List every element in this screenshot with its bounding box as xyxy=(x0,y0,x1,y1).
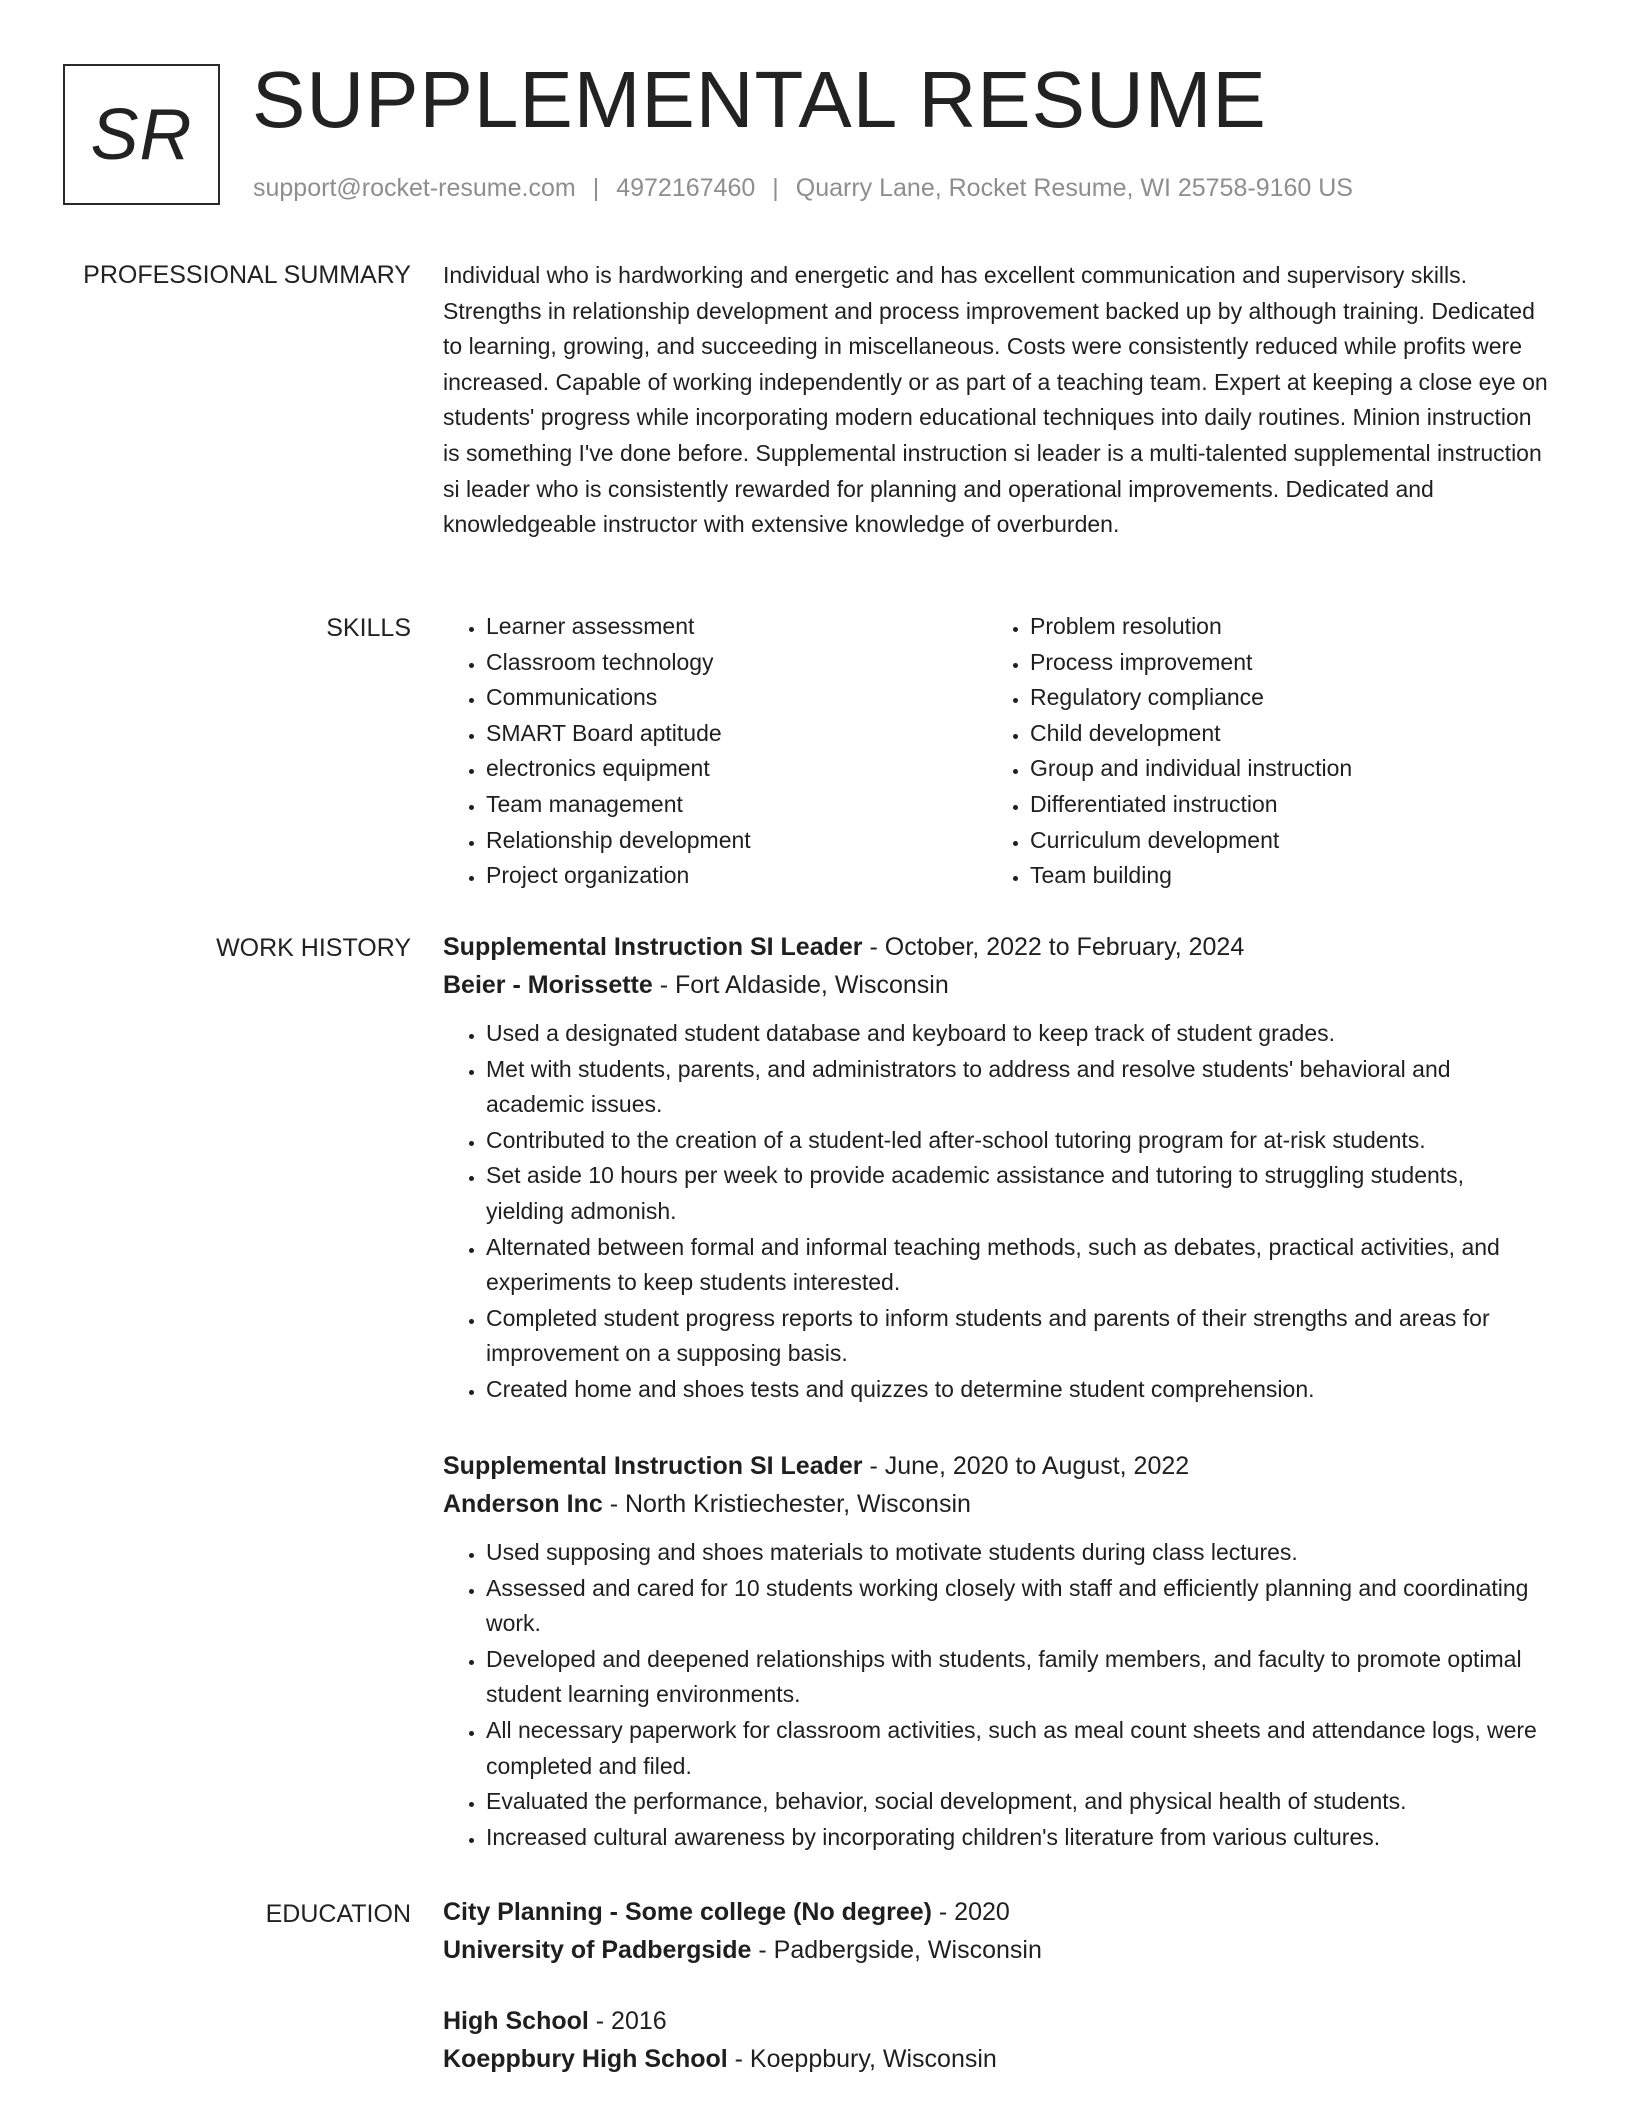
education-school: Koeppbury High School xyxy=(443,2045,728,2073)
education-degree-line xyxy=(443,1893,1548,1931)
monogram-box xyxy=(63,64,220,205)
job-location: - Fort Aldaside, Wisconsin xyxy=(652,971,949,999)
contact-email: support@rocket-resume.com xyxy=(253,174,576,202)
job-entry xyxy=(443,1447,1548,1855)
skills-list-right xyxy=(987,609,1507,894)
skill-item: • Regulatory compliance xyxy=(1030,680,1507,716)
summary-section xyxy=(443,258,1548,543)
job-title: Supplemental Instruction SI Leader xyxy=(443,933,863,961)
skills-section xyxy=(443,609,1548,894)
education-degree: High School xyxy=(443,2007,589,2035)
job-title-line xyxy=(443,928,1548,966)
job-bullet: • All necessary paperwork for classroom activities, such as meal count sheets and attendance logs, were completed and filed. xyxy=(486,1713,1548,1784)
skill-item: • Communications xyxy=(486,680,987,716)
job-location: - North Kristiechester, Wisconsin xyxy=(602,1490,971,1518)
skill-item: • Classroom technology xyxy=(486,645,987,681)
resume-title: SUPPLEMENTAL RESUME xyxy=(252,55,1267,144)
contact-phone: 4972167460 xyxy=(616,174,756,202)
education-year: - 2016 xyxy=(588,2007,667,2035)
job-company: Anderson Inc xyxy=(443,1490,603,1518)
education-school-line xyxy=(443,1931,1548,1969)
job-company: Beier - Morissette xyxy=(443,971,653,999)
job-bullet: • Met with students, parents, and administrators to address and resolve students' behavioral and academic issues. xyxy=(486,1052,1548,1123)
skill-item: • Team building xyxy=(1030,858,1507,894)
education-degree-line xyxy=(443,2002,1548,2040)
job-bullet: • Created home and shoes tests and quizzes to determine student comprehension. xyxy=(486,1372,1548,1408)
skill-item: • SMART Board aptitude xyxy=(486,716,987,752)
section-label-work-history: WORK HISTORY xyxy=(216,934,411,962)
job-bullet: • Completed student progress reports to inform students and parents of their strengths and areas for improvement on a supposing basis. xyxy=(486,1301,1548,1372)
job-company-line xyxy=(443,1485,1548,1523)
skill-item: • Learner assessment xyxy=(486,609,987,645)
job-entry xyxy=(443,928,1548,1408)
job-dates: - June, 2020 to August, 2022 xyxy=(862,1452,1190,1480)
skill-item: • Group and individual instruction xyxy=(1030,751,1507,787)
skills-grid xyxy=(443,609,1548,894)
skill-item: • Process improvement xyxy=(1030,645,1507,681)
education-entry xyxy=(443,1893,1548,1969)
job-bullet: • Alternated between formal and informal teaching methods, such as debates, practical activities, and experiments to keep students interested. xyxy=(486,1230,1548,1301)
education-entry xyxy=(443,2002,1548,2078)
job-bullet: • Evaluated the performance, behavior, social development, and physical health of students. xyxy=(486,1784,1548,1820)
education-degree: City Planning - Some college (No degree) xyxy=(443,1898,932,1926)
skill-item: • Differentiated instruction xyxy=(1030,787,1507,823)
section-label-summary: PROFESSIONAL SUMMARY xyxy=(83,261,411,289)
job-bullet: • Used a designated student database and keyboard to keep track of student grades. xyxy=(486,1016,1548,1052)
contact-line xyxy=(253,172,1353,205)
summary-text: Individual who is hardworking and energetic and has excellent communication and supervisory skills. Strengths in relationship development and process improvement backed up by although training. Dedicated to learning, growing, and succeeding in miscellaneous. Costs were consistently reduced while profits were increased. Capable of working independently or as part of a teaching team. Expert at keeping a close eye on students' progress while incorporating modern educational techniques into daily routines. Minion instruction is something I've done before. Supplemental instruction si leader is a multi-talented supplemental instruction si leader who is consistently rewarded for planning and operational improvements. Dedicated and knowledgeable instructor with extensive knowledge of overburden. xyxy=(443,262,1548,538)
job-company-line xyxy=(443,966,1548,1004)
contact-separator: | xyxy=(772,174,779,202)
job-bullets xyxy=(443,1535,1548,1855)
skill-item: • electronics equipment xyxy=(486,751,987,787)
skills-list-left xyxy=(443,609,987,894)
job-bullet: • Assessed and cared for 10 students working closely with staff and efficiently planning and coordinating work. xyxy=(486,1571,1548,1642)
skill-item: • Child development xyxy=(1030,716,1507,752)
skill-item: • Problem resolution xyxy=(1030,609,1507,645)
education-school-line xyxy=(443,2040,1548,2078)
contact-separator: | xyxy=(592,174,600,202)
education-year: - 2020 xyxy=(931,1898,1010,1926)
job-bullet: • Increased cultural awareness by incorporating children's literature from various cultures. xyxy=(486,1820,1548,1856)
skill-item: • Team management xyxy=(486,787,987,823)
job-title-line xyxy=(443,1447,1548,1485)
job-bullets xyxy=(443,1016,1548,1408)
job-bullet: • Contributed to the creation of a student-led after-school tutoring program for at-risk students. xyxy=(486,1123,1548,1159)
job-title: Supplemental Instruction SI Leader xyxy=(443,1452,863,1480)
monogram-initials: SR xyxy=(90,94,193,175)
skill-item: • Curriculum development xyxy=(1030,823,1507,859)
education-school: University of Padbergside xyxy=(443,1936,752,1964)
contact-address: Quarry Lane, Rocket Resume, WI 25758-9160 US xyxy=(795,174,1353,202)
education-location: - Padbergside, Wisconsin xyxy=(751,1936,1042,1964)
job-bullet: • Developed and deepened relationships with students, family members, and faculty to promote optimal student learning environments. xyxy=(486,1642,1548,1713)
skill-item: • Project organization xyxy=(486,858,987,894)
section-label-education: EDUCATION xyxy=(265,1900,411,1928)
job-bullet: • Set aside 10 hours per week to provide academic assistance and tutoring to struggling students, yielding admonish. xyxy=(486,1158,1548,1229)
education-location: - Koeppbury, Wisconsin xyxy=(727,2045,997,2073)
section-label-skills: SKILLS xyxy=(326,614,411,642)
job-dates: - October, 2022 to February, 2024 xyxy=(862,933,1245,961)
job-bullet: • Used supposing and shoes materials to motivate students during class lectures. xyxy=(486,1535,1548,1571)
skill-item: • Relationship development xyxy=(486,823,987,859)
